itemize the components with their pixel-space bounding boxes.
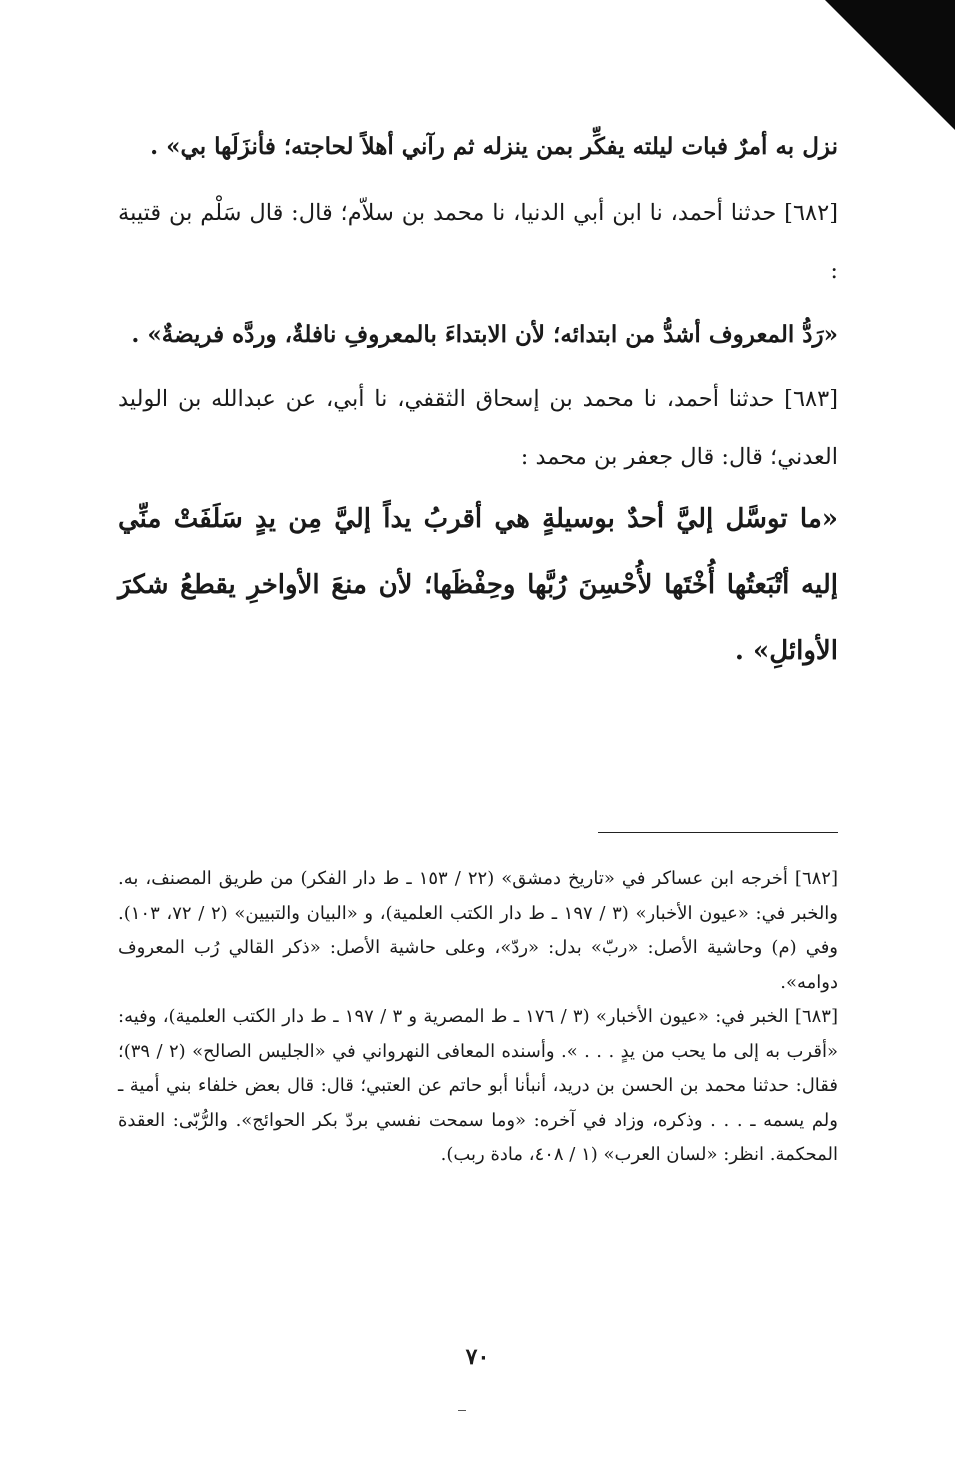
isnad-683: [٦٨٣] حدثنا أحمد، نا محمد بن إسحاق الثقفي، نا أبي، عن عبدالله بن الوليد العدني؛ قال: قال جعفر بن محمد : — [118, 386, 838, 470]
main-text — [118, 118, 838, 684]
bottom-mark — [458, 1410, 466, 1411]
footnote-683: [٦٨٣] الخبر في: «عيون الأخبار» (٣ / ١٧٦ ـ ط المصرية و ٣ / ١٩٧ ـ ط دار الكتب العلمية)، وفيه: «أقرب به إلى ما يحب من يدٍ . . . ». وأسنده المعافى النهرواني في «الجليس الصالح» (٢ / ٣٩)؛ فقال: حدثنا محمد بن الحسن بن دريد، أنبأنا أبو حاتم عن العتبي؛ قال: قال بعض خلفاء بني أمية ـ ولم يسمه ـ . . . وذكره، وزاد في آخره: «وما سمحت نفسي بردّ بكر الحوائج». والرُّبّى: العقدة المحكمة. انظر: «لسان العرب» (١ / ٤٠٨، مادة ربب). — [118, 1006, 838, 1165]
quote-682: «رَدُّ المعروف أشدُّ من ابتدائه؛ لأن الابتداءَ بالمعروفِ نافلةٌ، وردَّه فريضةٌ» . — [131, 321, 838, 348]
footnotes — [118, 862, 838, 1173]
paragraph-continuation: نزل به أمرٌ فبات ليلته يفكِّر بمن ينزله ثم رآني أهلاً لحاجته؛ فأنزَلَها بي» . — [150, 133, 838, 160]
footnote-divider — [598, 832, 838, 833]
page-number: ٧٠ — [465, 1344, 490, 1370]
quote-683: «ما توسَّل إليَّ أحدٌ بوسيلةٍ هي أقربُ يداً إليَّ مِن يدٍ سَلَفَتْ منِّي إليه أتْبَعتُها أُخْتَها لأُحْسِنَ رُبَّها وحِفْظَها؛ لأن منعَ الأواخرِ يقطعُ شكرَ الأوائلِ» . — [118, 504, 838, 666]
isnad-682: [٦٨٢] حدثنا أحمد، نا ابن أبي الدنيا، نا محمد بن سلاّم؛ قال: قال سَلْم بن قتيبة : — [118, 200, 838, 284]
footnote-682: [٦٨٢] أخرجه ابن عساكر في «تاريخ دمشق» (٢٢ / ١٥٣ ـ ط دار الفكر) من طريق المصنف، به. والخبر في: «عيون الأخبار» (٣ / ١٩٧ ـ ط دار الكتب العلمية)، و «البيان والتبيين» (٢ / ٧٢، ١٠٣). وفي (م) وحاشية الأصل: «ربّ» بدل: «ردّ»، وعلى حاشية الأصل: «ذكر القالي رُب المعروف دوامه». — [118, 868, 838, 993]
page-corner-mark — [825, 0, 955, 130]
